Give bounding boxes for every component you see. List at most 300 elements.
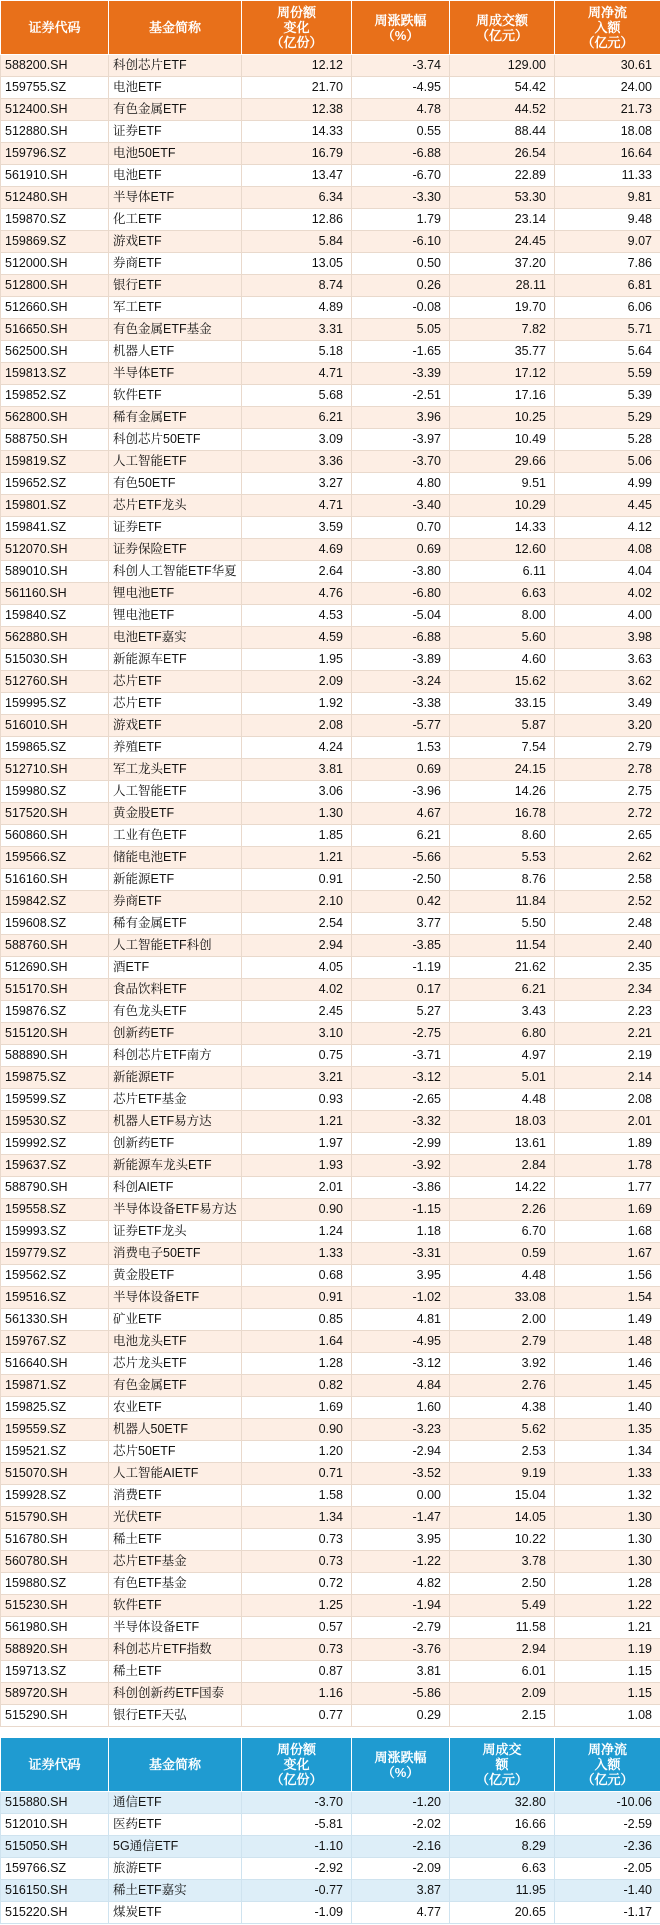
cell-net-inflow: 4.99 xyxy=(555,473,660,495)
cell-net-inflow: 2.75 xyxy=(555,781,660,803)
cell-net-inflow: 5.64 xyxy=(555,341,660,363)
cell-turnover: 18.03 xyxy=(450,1111,555,1133)
cell-turnover: 28.11 xyxy=(450,275,555,297)
cell-security-code: 512690.SH xyxy=(1,957,109,979)
header-weekly-share-change: 周份额 变化 （亿份） xyxy=(242,1738,352,1792)
cell-fund-name: 新能源车龙头ETF xyxy=(109,1155,242,1177)
cell-fund-name: 稀土ETF xyxy=(109,1661,242,1683)
cell-turnover: 129.00 xyxy=(450,55,555,77)
cell-fund-name: 稀土ETF xyxy=(109,1529,242,1551)
cell-fund-name: 机器人ETF xyxy=(109,341,242,363)
cell-share-change: 1.92 xyxy=(242,693,352,715)
cell-turnover: 2.79 xyxy=(450,1331,555,1353)
cell-fund-name: 化工ETF xyxy=(109,209,242,231)
cell-net-inflow: 1.77 xyxy=(555,1177,660,1199)
cell-fund-name: 芯片50ETF xyxy=(109,1441,242,1463)
table-row xyxy=(1,1089,660,1111)
cell-share-change: 0.77 xyxy=(242,1705,352,1727)
cell-share-change: 4.71 xyxy=(242,363,352,385)
cell-security-code: 515220.SH xyxy=(1,1902,109,1924)
table-row xyxy=(1,1001,660,1023)
cell-fund-name: 电池ETF嘉实 xyxy=(109,627,242,649)
cell-net-inflow: 3.49 xyxy=(555,693,660,715)
cell-share-change: 1.64 xyxy=(242,1331,352,1353)
cell-share-change: -5.81 xyxy=(242,1814,352,1836)
cell-share-change: 1.25 xyxy=(242,1595,352,1617)
cell-share-change: 0.57 xyxy=(242,1617,352,1639)
cell-share-change: 3.09 xyxy=(242,429,352,451)
table-row xyxy=(1,1331,660,1353)
cell-net-inflow: 1.28 xyxy=(555,1573,660,1595)
cell-turnover: 2.00 xyxy=(450,1309,555,1331)
cell-change-pct: 0.70 xyxy=(352,517,450,539)
cell-change-pct: 4.81 xyxy=(352,1309,450,1331)
cell-fund-name: 科创人工智能ETF华夏 xyxy=(109,561,242,583)
cell-security-code: 159813.SZ xyxy=(1,363,109,385)
cell-share-change: -1.09 xyxy=(242,1902,352,1924)
cell-security-code: 159599.SZ xyxy=(1,1089,109,1111)
cell-security-code: 159865.SZ xyxy=(1,737,109,759)
cell-change-pct: -1.65 xyxy=(352,341,450,363)
cell-share-change: 5.68 xyxy=(242,385,352,407)
cell-share-change: 3.31 xyxy=(242,319,352,341)
cell-security-code: 516160.SH xyxy=(1,869,109,891)
cell-net-inflow: 24.00 xyxy=(555,77,660,99)
cell-net-inflow: 5.28 xyxy=(555,429,660,451)
cell-share-change: 4.71 xyxy=(242,495,352,517)
cell-share-change: 1.30 xyxy=(242,803,352,825)
cell-turnover: 5.87 xyxy=(450,715,555,737)
cell-net-inflow: 2.79 xyxy=(555,737,660,759)
cell-net-inflow: 21.73 xyxy=(555,99,660,121)
cell-change-pct: -6.70 xyxy=(352,165,450,187)
cell-change-pct: -3.97 xyxy=(352,429,450,451)
cell-net-inflow: 1.54 xyxy=(555,1287,660,1309)
cell-turnover: 10.29 xyxy=(450,495,555,517)
cell-turnover: 88.44 xyxy=(450,121,555,143)
cell-net-inflow: 2.34 xyxy=(555,979,660,1001)
cell-fund-name: 电池龙头ETF xyxy=(109,1331,242,1353)
cell-security-code: 517520.SH xyxy=(1,803,109,825)
cell-security-code: 561910.SH xyxy=(1,165,109,187)
cell-fund-name: 科创芯片ETF xyxy=(109,55,242,77)
cell-security-code: 515170.SH xyxy=(1,979,109,1001)
table-row xyxy=(1,1155,660,1177)
cell-net-inflow: 2.01 xyxy=(555,1111,660,1133)
cell-security-code: 515880.SH xyxy=(1,1792,109,1814)
cell-turnover: 23.14 xyxy=(450,209,555,231)
cell-change-pct: 4.80 xyxy=(352,473,450,495)
cell-net-inflow: 2.19 xyxy=(555,1045,660,1067)
cell-change-pct: -3.85 xyxy=(352,935,450,957)
cell-share-change: 2.09 xyxy=(242,671,352,693)
cell-net-inflow: 4.45 xyxy=(555,495,660,517)
cell-net-inflow: 1.40 xyxy=(555,1397,660,1419)
cell-turnover: 14.26 xyxy=(450,781,555,803)
cell-net-inflow: 5.29 xyxy=(555,407,660,429)
cell-security-code: 588790.SH xyxy=(1,1177,109,1199)
cell-turnover: 2.26 xyxy=(450,1199,555,1221)
cell-security-code: 512010.SH xyxy=(1,1814,109,1836)
cell-net-inflow: 4.02 xyxy=(555,583,660,605)
cell-turnover: 6.80 xyxy=(450,1023,555,1045)
cell-change-pct: 3.96 xyxy=(352,407,450,429)
cell-net-inflow: -2.36 xyxy=(555,1836,660,1858)
cell-turnover: 35.77 xyxy=(450,341,555,363)
cell-change-pct: -3.31 xyxy=(352,1243,450,1265)
cell-turnover: 5.50 xyxy=(450,913,555,935)
cell-security-code: 512800.SH xyxy=(1,275,109,297)
cell-turnover: 2.15 xyxy=(450,1705,555,1727)
cell-security-code: 516150.SH xyxy=(1,1880,109,1902)
cell-security-code: 159993.SZ xyxy=(1,1221,109,1243)
cell-security-code: 516780.SH xyxy=(1,1529,109,1551)
cell-net-inflow: 1.15 xyxy=(555,1683,660,1705)
header-weekly-net-inflow: 周净流 入额 （亿元） xyxy=(555,1,660,55)
cell-share-change: 0.85 xyxy=(242,1309,352,1331)
cell-share-change: 3.21 xyxy=(242,1067,352,1089)
table-row xyxy=(1,803,660,825)
cell-fund-name: 黄金股ETF xyxy=(109,1265,242,1287)
cell-change-pct: 4.84 xyxy=(352,1375,450,1397)
cell-security-code: 159608.SZ xyxy=(1,913,109,935)
cell-share-change: 1.28 xyxy=(242,1353,352,1375)
table-row xyxy=(1,715,660,737)
cell-share-change: 0.73 xyxy=(242,1551,352,1573)
cell-turnover: 5.53 xyxy=(450,847,555,869)
cell-turnover: 2.94 xyxy=(450,1639,555,1661)
cell-net-inflow: 4.08 xyxy=(555,539,660,561)
cell-security-code: 159876.SZ xyxy=(1,1001,109,1023)
table-row xyxy=(1,1792,660,1814)
cell-net-inflow: 6.06 xyxy=(555,297,660,319)
header-weekly-share-change: 周份额 变化 （亿份） xyxy=(242,1,352,55)
table-row xyxy=(1,1836,660,1858)
cell-net-inflow: 2.72 xyxy=(555,803,660,825)
cell-fund-name: 证券ETF龙头 xyxy=(109,1221,242,1243)
cell-fund-name: 半导体设备ETF xyxy=(109,1617,242,1639)
cell-share-change: 4.24 xyxy=(242,737,352,759)
cell-net-inflow: 5.59 xyxy=(555,363,660,385)
cell-change-pct: 4.77 xyxy=(352,1902,450,1924)
cell-share-change: 0.90 xyxy=(242,1419,352,1441)
cell-net-inflow: -2.59 xyxy=(555,1814,660,1836)
cell-net-inflow: 3.63 xyxy=(555,649,660,671)
cell-share-change: 3.59 xyxy=(242,517,352,539)
table-row xyxy=(1,1287,660,1309)
cell-fund-name: 新能源车ETF xyxy=(109,649,242,671)
cell-security-code: 159566.SZ xyxy=(1,847,109,869)
cell-turnover: 3.78 xyxy=(450,1551,555,1573)
cell-change-pct: -4.95 xyxy=(352,1331,450,1353)
cell-security-code: 159713.SZ xyxy=(1,1661,109,1683)
cell-change-pct: -6.80 xyxy=(352,583,450,605)
cell-change-pct: 3.81 xyxy=(352,1661,450,1683)
cell-net-inflow: 2.08 xyxy=(555,1089,660,1111)
table-row xyxy=(1,1573,660,1595)
cell-change-pct: 0.29 xyxy=(352,1705,450,1727)
cell-net-inflow: 1.89 xyxy=(555,1133,660,1155)
cell-security-code: 588750.SH xyxy=(1,429,109,451)
cell-net-inflow: 4.04 xyxy=(555,561,660,583)
cell-turnover: 10.49 xyxy=(450,429,555,451)
cell-net-inflow: 1.78 xyxy=(555,1155,660,1177)
cell-fund-name: 有色50ETF xyxy=(109,473,242,495)
cell-share-change: 2.54 xyxy=(242,913,352,935)
cell-change-pct: -3.23 xyxy=(352,1419,450,1441)
cell-share-change: 4.59 xyxy=(242,627,352,649)
cell-turnover: 16.78 xyxy=(450,803,555,825)
cell-change-pct: 0.69 xyxy=(352,539,450,561)
table-row xyxy=(1,385,660,407)
cell-fund-name: 半导体设备ETF xyxy=(109,1287,242,1309)
table-row xyxy=(1,1441,660,1463)
cell-turnover: 32.80 xyxy=(450,1792,555,1814)
cell-fund-name: 芯片龙头ETF xyxy=(109,1353,242,1375)
cell-fund-name: 5G通信ETF xyxy=(109,1836,242,1858)
table-row xyxy=(1,495,660,517)
cell-security-code: 159870.SZ xyxy=(1,209,109,231)
cell-security-code: 588200.SH xyxy=(1,55,109,77)
cell-fund-name: 煤炭ETF xyxy=(109,1902,242,1924)
cell-fund-name: 人工智能ETF科创 xyxy=(109,935,242,957)
cell-share-change: 0.87 xyxy=(242,1661,352,1683)
cell-security-code: 159801.SZ xyxy=(1,495,109,517)
cell-share-change: -3.70 xyxy=(242,1792,352,1814)
cell-net-inflow: 1.15 xyxy=(555,1661,660,1683)
cell-turnover: 8.00 xyxy=(450,605,555,627)
cell-share-change: 4.02 xyxy=(242,979,352,1001)
table-row xyxy=(1,737,660,759)
cell-share-change: 1.21 xyxy=(242,1111,352,1133)
table-row xyxy=(1,1661,660,1683)
cell-change-pct: 0.42 xyxy=(352,891,450,913)
cell-change-pct: -2.94 xyxy=(352,1441,450,1463)
cell-change-pct: 0.55 xyxy=(352,121,450,143)
cell-turnover: 6.63 xyxy=(450,1858,555,1880)
cell-turnover: 3.43 xyxy=(450,1001,555,1023)
cell-share-change: 3.27 xyxy=(242,473,352,495)
cell-share-change: 1.21 xyxy=(242,847,352,869)
cell-turnover: 22.89 xyxy=(450,165,555,187)
cell-fund-name: 科创芯片ETF指数 xyxy=(109,1639,242,1661)
cell-change-pct: 1.79 xyxy=(352,209,450,231)
cell-change-pct: 0.17 xyxy=(352,979,450,1001)
cell-security-code: 560780.SH xyxy=(1,1551,109,1573)
cell-change-pct: -3.24 xyxy=(352,671,450,693)
inflow-table-body xyxy=(1,55,660,1727)
cell-turnover: 8.29 xyxy=(450,1836,555,1858)
table-separator xyxy=(0,1727,660,1737)
cell-turnover: 9.19 xyxy=(450,1463,555,1485)
header-security-code: 证券代码 xyxy=(1,1738,109,1792)
cell-change-pct: -5.66 xyxy=(352,847,450,869)
cell-security-code: 560860.SH xyxy=(1,825,109,847)
cell-share-change: 6.34 xyxy=(242,187,352,209)
cell-fund-name: 科创创新药ETF国泰 xyxy=(109,1683,242,1705)
cell-security-code: 562500.SH xyxy=(1,341,109,363)
table-row xyxy=(1,1639,660,1661)
cell-turnover: 2.09 xyxy=(450,1683,555,1705)
cell-security-code: 159562.SZ xyxy=(1,1265,109,1287)
cell-net-inflow: 1.21 xyxy=(555,1617,660,1639)
cell-turnover: 15.04 xyxy=(450,1485,555,1507)
cell-turnover: 17.12 xyxy=(450,363,555,385)
cell-turnover: 7.54 xyxy=(450,737,555,759)
cell-change-pct: -3.52 xyxy=(352,1463,450,1485)
cell-share-change: 4.89 xyxy=(242,297,352,319)
cell-turnover: 24.45 xyxy=(450,231,555,253)
cell-change-pct: -3.80 xyxy=(352,561,450,583)
cell-share-change: 21.70 xyxy=(242,77,352,99)
cell-net-inflow: 5.39 xyxy=(555,385,660,407)
cell-fund-name: 科创芯片50ETF xyxy=(109,429,242,451)
cell-security-code: 562880.SH xyxy=(1,627,109,649)
cell-fund-name: 软件ETF xyxy=(109,1595,242,1617)
table-row xyxy=(1,1309,660,1331)
cell-change-pct: -1.94 xyxy=(352,1595,450,1617)
cell-security-code: 159530.SZ xyxy=(1,1111,109,1133)
table-row xyxy=(1,1507,660,1529)
cell-share-change: 1.33 xyxy=(242,1243,352,1265)
table-row xyxy=(1,1617,660,1639)
cell-turnover: 4.97 xyxy=(450,1045,555,1067)
cell-change-pct: -1.20 xyxy=(352,1792,450,1814)
cell-change-pct: -3.71 xyxy=(352,1045,450,1067)
cell-change-pct: -5.04 xyxy=(352,605,450,627)
cell-security-code: 515120.SH xyxy=(1,1023,109,1045)
cell-fund-name: 科创芯片ETF南方 xyxy=(109,1045,242,1067)
cell-turnover: 2.84 xyxy=(450,1155,555,1177)
table-row xyxy=(1,341,660,363)
cell-share-change: 14.33 xyxy=(242,121,352,143)
cell-turnover: 6.63 xyxy=(450,583,555,605)
cell-security-code: 515290.SH xyxy=(1,1705,109,1727)
cell-fund-name: 工业有色ETF xyxy=(109,825,242,847)
cell-net-inflow: 5.71 xyxy=(555,319,660,341)
cell-security-code: 561980.SH xyxy=(1,1617,109,1639)
table-row xyxy=(1,209,660,231)
cell-fund-name: 芯片ETF基金 xyxy=(109,1089,242,1111)
cell-fund-name: 光伏ETF xyxy=(109,1507,242,1529)
cell-fund-name: 稀土ETF嘉实 xyxy=(109,1880,242,1902)
cell-share-change: -1.10 xyxy=(242,1836,352,1858)
table-row xyxy=(1,913,660,935)
cell-fund-name: 软件ETF xyxy=(109,385,242,407)
cell-security-code: 159755.SZ xyxy=(1,77,109,99)
cell-fund-name: 锂电池ETF xyxy=(109,605,242,627)
cell-change-pct: 1.60 xyxy=(352,1397,450,1419)
cell-security-code: 588760.SH xyxy=(1,935,109,957)
cell-share-change: 4.76 xyxy=(242,583,352,605)
cell-security-code: 512400.SH xyxy=(1,99,109,121)
cell-share-change: 0.93 xyxy=(242,1089,352,1111)
cell-net-inflow: 1.67 xyxy=(555,1243,660,1265)
cell-net-inflow: -10.06 xyxy=(555,1792,660,1814)
cell-share-change: 1.95 xyxy=(242,649,352,671)
cell-security-code: 512710.SH xyxy=(1,759,109,781)
table-row xyxy=(1,825,660,847)
table-row xyxy=(1,957,660,979)
cell-turnover: 19.70 xyxy=(450,297,555,319)
cell-change-pct: -3.74 xyxy=(352,55,450,77)
cell-change-pct: -6.88 xyxy=(352,627,450,649)
cell-share-change: 16.79 xyxy=(242,143,352,165)
table-row xyxy=(1,1023,660,1045)
header-weekly-net-inflow: 周净流 入额 （亿元） xyxy=(555,1738,660,1792)
cell-fund-name: 游戏ETF xyxy=(109,231,242,253)
cell-change-pct: -0.08 xyxy=(352,297,450,319)
cell-net-inflow: 16.64 xyxy=(555,143,660,165)
cell-security-code: 512880.SH xyxy=(1,121,109,143)
cell-net-inflow: 9.07 xyxy=(555,231,660,253)
cell-change-pct: -5.77 xyxy=(352,715,450,737)
cell-change-pct: -4.95 xyxy=(352,77,450,99)
cell-fund-name: 食品饮料ETF xyxy=(109,979,242,1001)
cell-fund-name: 稀有金属ETF xyxy=(109,407,242,429)
cell-turnover: 21.62 xyxy=(450,957,555,979)
cell-net-inflow: 1.30 xyxy=(555,1551,660,1573)
cell-turnover: 2.76 xyxy=(450,1375,555,1397)
table-row xyxy=(1,1705,660,1727)
cell-change-pct: -6.10 xyxy=(352,231,450,253)
table-row xyxy=(1,165,660,187)
cell-fund-name: 银行ETF天弘 xyxy=(109,1705,242,1727)
table-row xyxy=(1,1221,660,1243)
cell-fund-name: 券商ETF xyxy=(109,891,242,913)
cell-fund-name: 有色ETF基金 xyxy=(109,1573,242,1595)
cell-security-code: 512070.SH xyxy=(1,539,109,561)
cell-net-inflow: 1.08 xyxy=(555,1705,660,1727)
cell-share-change: 4.05 xyxy=(242,957,352,979)
cell-fund-name: 酒ETF xyxy=(109,957,242,979)
cell-change-pct: -3.70 xyxy=(352,451,450,473)
cell-fund-name: 新能源ETF xyxy=(109,869,242,891)
cell-turnover: 54.42 xyxy=(450,77,555,99)
cell-fund-name: 半导体ETF xyxy=(109,363,242,385)
table-row xyxy=(1,517,660,539)
cell-turnover: 4.48 xyxy=(450,1089,555,1111)
table-row xyxy=(1,979,660,1001)
cell-security-code: 588920.SH xyxy=(1,1639,109,1661)
table-row xyxy=(1,1067,660,1089)
cell-change-pct: -3.38 xyxy=(352,693,450,715)
table-row xyxy=(1,1880,660,1902)
cell-fund-name: 证券ETF xyxy=(109,517,242,539)
cell-net-inflow: 9.81 xyxy=(555,187,660,209)
cell-change-pct: -3.32 xyxy=(352,1111,450,1133)
cell-turnover: 37.20 xyxy=(450,253,555,275)
table-row xyxy=(1,693,660,715)
cell-security-code: 512480.SH xyxy=(1,187,109,209)
table-row xyxy=(1,781,660,803)
cell-turnover: 6.01 xyxy=(450,1661,555,1683)
cell-change-pct: 0.26 xyxy=(352,275,450,297)
cell-share-change: 4.69 xyxy=(242,539,352,561)
cell-fund-name: 人工智能AIETF xyxy=(109,1463,242,1485)
cell-change-pct: -3.12 xyxy=(352,1067,450,1089)
table-row xyxy=(1,671,660,693)
cell-turnover: 17.16 xyxy=(450,385,555,407)
inflow-table-header xyxy=(1,1,660,55)
cell-security-code: 515790.SH xyxy=(1,1507,109,1529)
cell-net-inflow: 4.12 xyxy=(555,517,660,539)
cell-security-code: 515030.SH xyxy=(1,649,109,671)
cell-change-pct: 6.21 xyxy=(352,825,450,847)
cell-share-change: 0.73 xyxy=(242,1639,352,1661)
table-row xyxy=(1,627,660,649)
cell-security-code: 159825.SZ xyxy=(1,1397,109,1419)
